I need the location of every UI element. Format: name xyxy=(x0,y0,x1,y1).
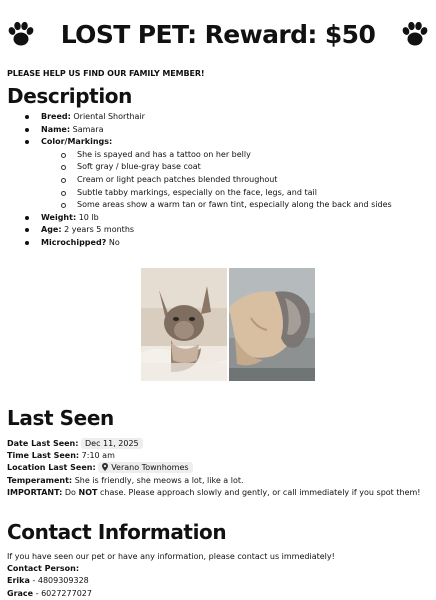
marking-item: She is spayed and has a tattoo on her belly xyxy=(60,149,392,162)
contact-details xyxy=(7,551,335,600)
important-label: IMPORTANT: xyxy=(7,487,63,497)
microchip-value: No xyxy=(108,237,120,247)
paw-print-icon xyxy=(4,17,38,51)
location-label: Location Last Seen: xyxy=(7,463,96,473)
location-row xyxy=(7,462,420,474)
temperament-value: She is friendly, she meows a lot, like a lot. xyxy=(74,475,244,485)
subtitle: PLEASE HELP US FIND OUR FAMILY MEMBER! xyxy=(7,69,205,78)
contact-row: Erika - 4809309328 xyxy=(7,576,89,586)
marking-item: Subtle tabby markings, especially on the face, legs, and tail xyxy=(60,187,392,200)
weight-label: Weight: xyxy=(41,212,77,222)
details-list xyxy=(24,111,392,250)
age-item xyxy=(24,224,392,237)
contact-name: Erika xyxy=(7,576,30,586)
important-row xyxy=(7,487,420,499)
microchip-item xyxy=(24,237,392,250)
name-item xyxy=(24,124,392,137)
temperament-label: Temperament: xyxy=(7,475,73,485)
contact-name: Grace xyxy=(7,588,34,598)
page-title: LOST PET: Reward: $50 xyxy=(60,20,376,49)
pet-photo-face xyxy=(141,268,227,381)
important-pre: Do xyxy=(64,487,76,497)
contact-heading: Contact Information xyxy=(7,520,227,544)
marking-item: Some areas show a warm tan or fawn tint, especially along the back and sides xyxy=(60,199,392,212)
time-row xyxy=(7,450,420,462)
contact-phone[interactable]: 6027277027 xyxy=(41,588,92,598)
date-label: Date Last Seen: xyxy=(7,439,79,448)
microchip-label: Microchipped? xyxy=(41,237,107,247)
marking-item: Cream or light peach patches blended throughout xyxy=(60,174,392,187)
date-row xyxy=(7,438,420,450)
last-seen-details xyxy=(7,438,420,499)
pet-photo-sleeping xyxy=(229,268,315,381)
time-label: Time Last Seen: xyxy=(7,451,80,461)
contact-row: Grace - 6027277027 xyxy=(7,588,92,598)
markings-list xyxy=(41,149,392,212)
description-heading: Description xyxy=(7,84,132,108)
location-chip[interactable] xyxy=(98,462,192,473)
color-label: Color/Markings: xyxy=(41,137,113,147)
important-post: chase. Please approach slowly and gently, or call immediately if you spot them! xyxy=(100,487,421,497)
important-not: NOT xyxy=(78,487,98,497)
age-value: 2 years 5 months xyxy=(64,225,135,235)
location-value: Verano Townhomes xyxy=(111,463,189,473)
contact-phone[interactable]: 4809309328 xyxy=(37,576,89,586)
name-value: Samara xyxy=(72,124,104,134)
marking-item: Soft gray / blue-gray base coat xyxy=(60,161,392,174)
breed-item xyxy=(24,111,392,124)
time-value: 7:10 am xyxy=(81,451,115,461)
title-row xyxy=(0,12,436,56)
weight-value: 10 lb xyxy=(78,212,99,222)
name-label: Name: xyxy=(41,124,71,134)
last-seen-heading: Last Seen xyxy=(7,406,114,430)
breed-value: Oriental Shorthair xyxy=(73,112,145,121)
location-pin-icon xyxy=(102,463,108,471)
color-item xyxy=(24,136,392,212)
breed-label: Breed: xyxy=(41,112,71,121)
weight-item xyxy=(24,212,392,225)
contact-person-label: Contact Person: xyxy=(7,564,80,574)
date-chip[interactable]: Dec 11, 2025 xyxy=(81,438,143,449)
age-label: Age: xyxy=(41,225,62,235)
contact-intro: If you have seen our pet or have any information, please contact us immediately! xyxy=(7,552,335,561)
temperament-row xyxy=(7,475,420,487)
paw-print-icon xyxy=(398,17,432,51)
